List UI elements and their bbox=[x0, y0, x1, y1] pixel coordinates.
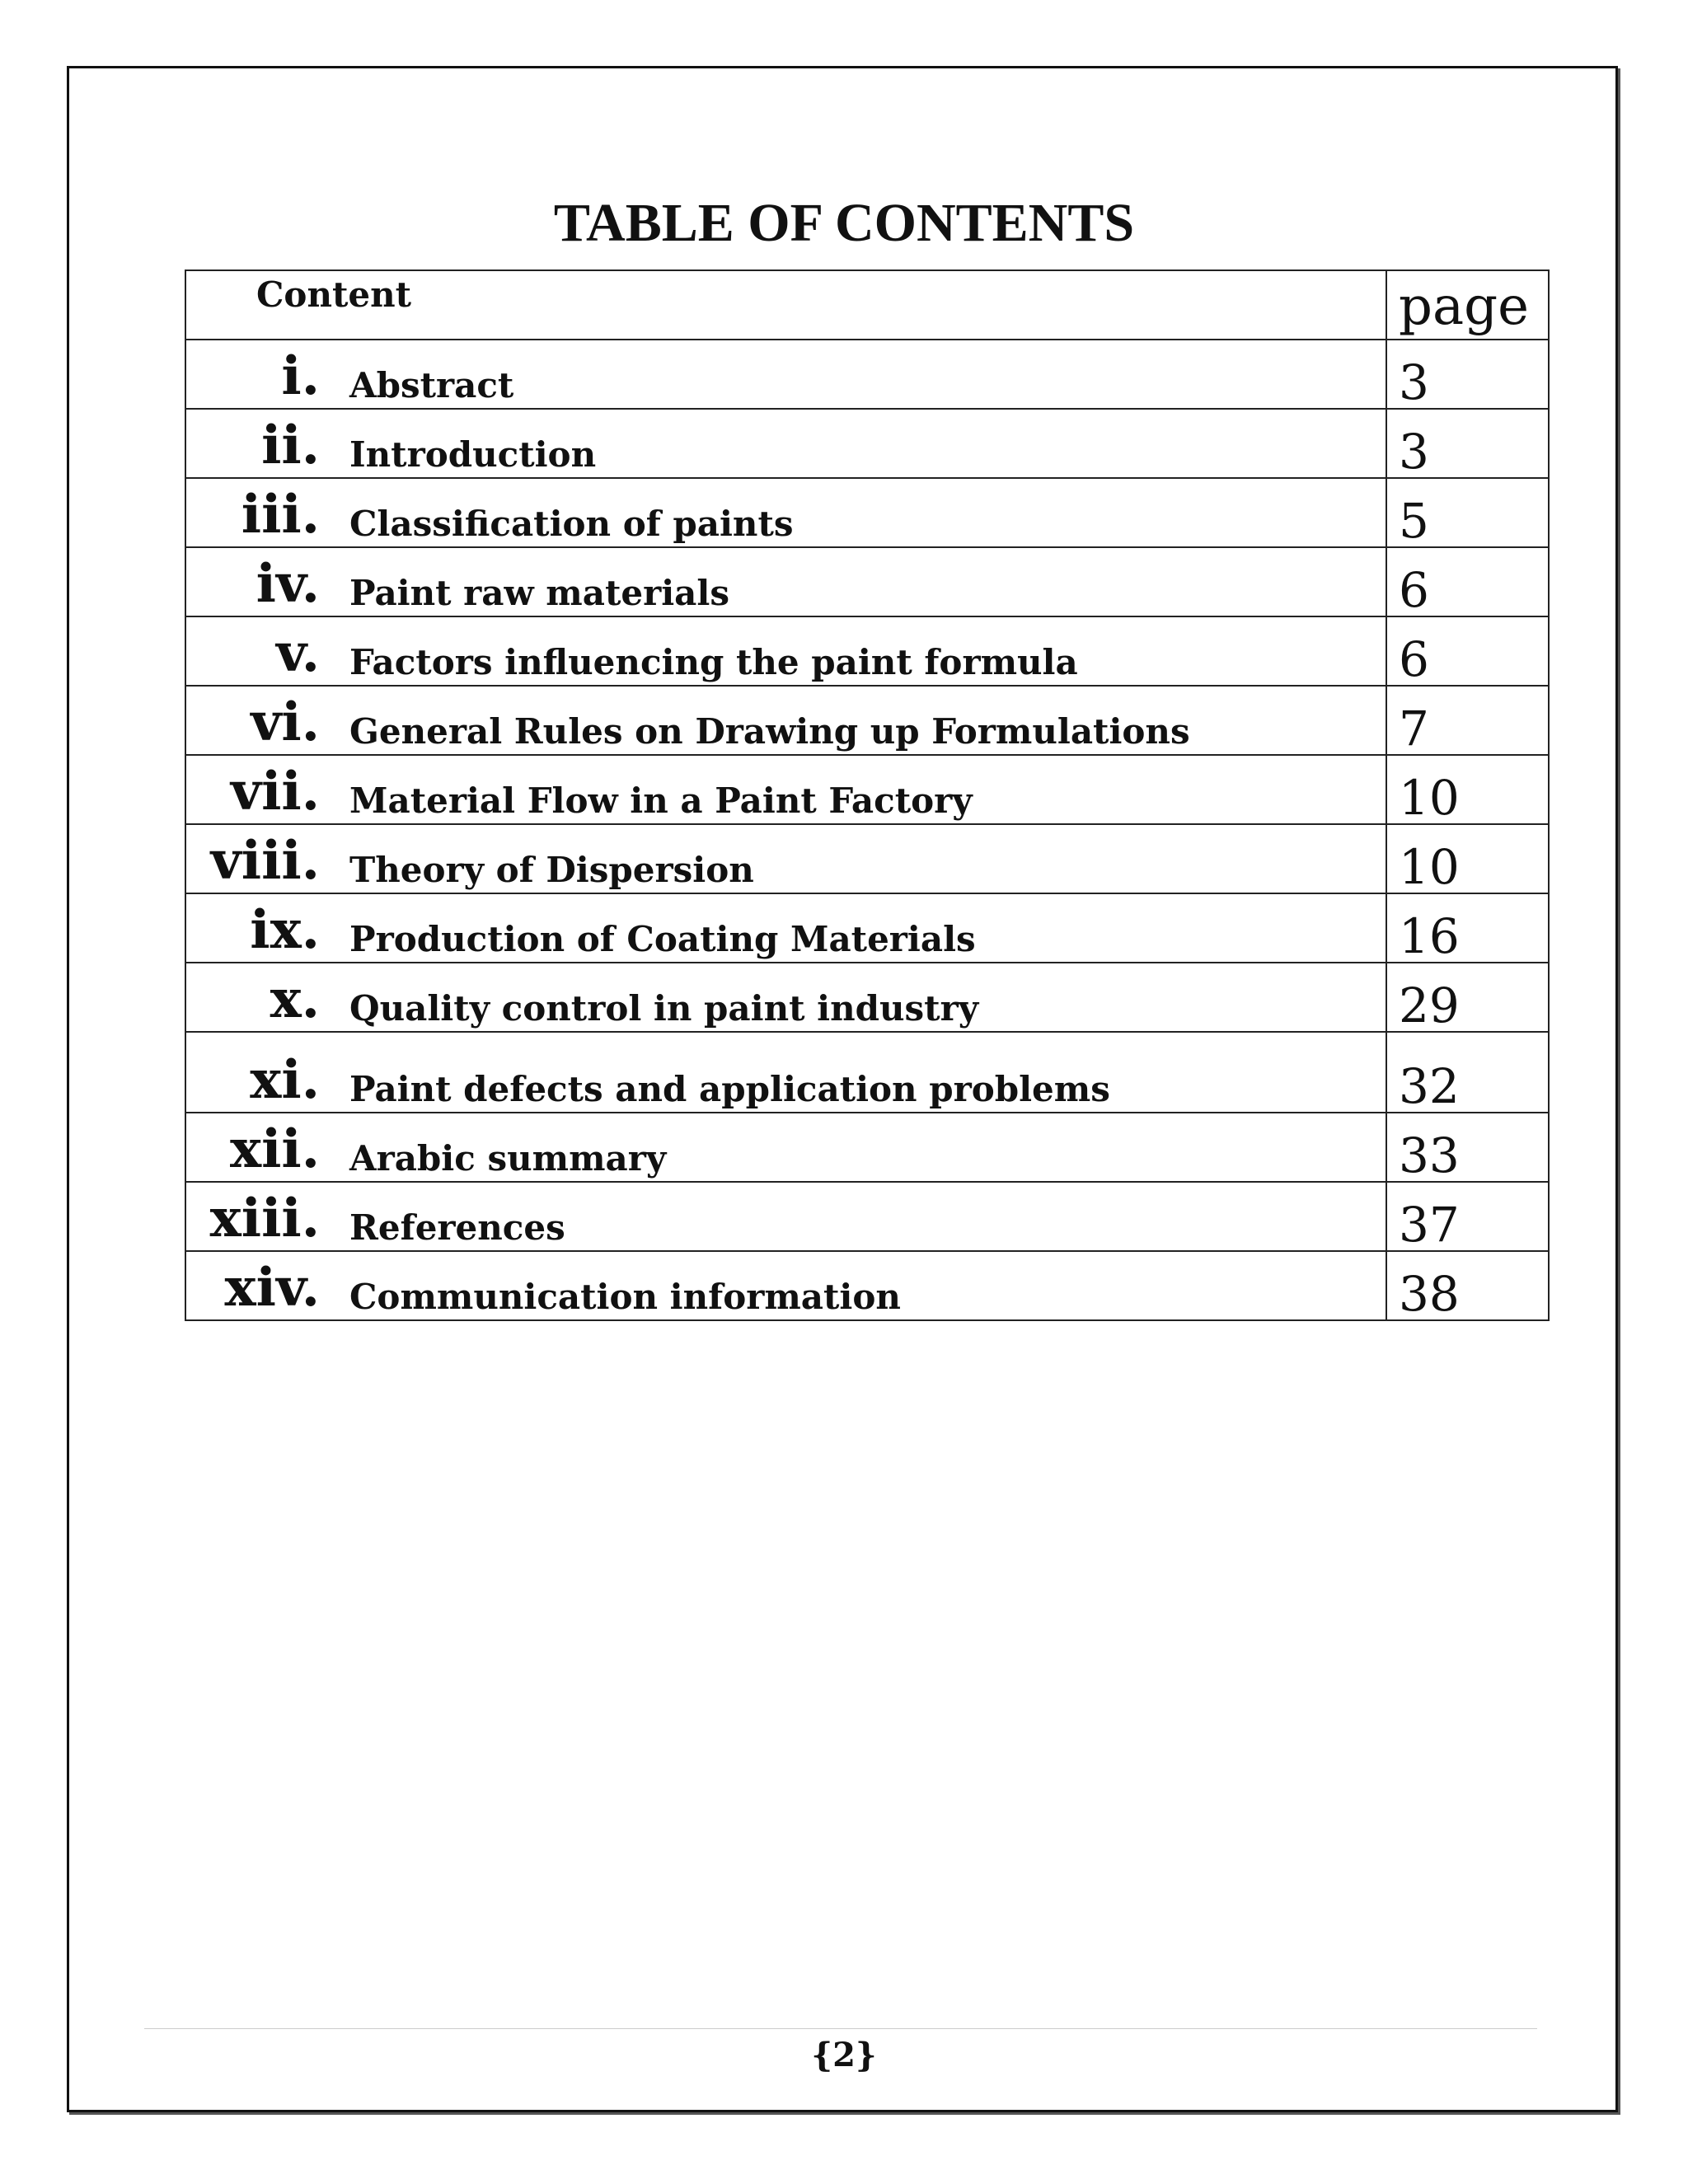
toc-row[interactable] bbox=[185, 686, 1549, 755]
toc-row[interactable] bbox=[185, 824, 1549, 893]
toc-row-page: 10 bbox=[1386, 824, 1549, 893]
toc-row-label[interactable]: Classification of paints bbox=[349, 504, 794, 544]
toc-row[interactable] bbox=[185, 963, 1549, 1032]
toc-row-label[interactable]: General Rules on Drawing up Formulations bbox=[349, 711, 1190, 752]
toc-row[interactable] bbox=[185, 616, 1549, 686]
toc-row[interactable] bbox=[185, 1182, 1549, 1251]
page-title: TABLE OF CONTENTS bbox=[553, 193, 1135, 253]
toc-row-numeral: vii. bbox=[230, 761, 320, 823]
toc-row-numeral: vi. bbox=[251, 691, 320, 753]
toc-row-label[interactable]: Paint raw materials bbox=[349, 573, 729, 613]
toc-row[interactable] bbox=[185, 755, 1549, 824]
toc-row-label[interactable]: Quality control in paint industry bbox=[349, 988, 979, 1029]
toc-row[interactable] bbox=[185, 1251, 1549, 1320]
toc-row[interactable] bbox=[185, 478, 1549, 547]
toc-row-numeral: iv. bbox=[256, 553, 320, 615]
toc-row[interactable] bbox=[185, 340, 1549, 409]
toc-row-numeral: xiv. bbox=[224, 1257, 320, 1319]
toc-row-page: 3 bbox=[1386, 409, 1549, 478]
page-number: {2} bbox=[811, 2036, 877, 2074]
toc-row-numeral: iii. bbox=[241, 484, 320, 546]
toc-row[interactable] bbox=[185, 547, 1549, 616]
toc-row-page: 6 bbox=[1386, 616, 1549, 686]
toc-row[interactable] bbox=[185, 893, 1549, 963]
toc-row-page: 29 bbox=[1386, 963, 1549, 1032]
toc-row-label[interactable]: Communication information bbox=[349, 1277, 901, 1317]
toc-row[interactable] bbox=[185, 1032, 1549, 1113]
toc-row-label[interactable]: Arabic summary bbox=[349, 1138, 667, 1179]
toc-row-numeral: ii. bbox=[261, 415, 320, 476]
toc-row-page: 6 bbox=[1386, 547, 1549, 616]
toc-row-page: 38 bbox=[1386, 1251, 1549, 1320]
toc-row-numeral: x. bbox=[270, 968, 320, 1030]
toc-row-numeral: i. bbox=[281, 345, 320, 407]
toc-row-label[interactable]: Introduction bbox=[349, 434, 597, 475]
toc-row[interactable] bbox=[185, 1113, 1549, 1182]
toc-row-page: 3 bbox=[1386, 340, 1549, 409]
toc-header-row bbox=[185, 270, 1549, 340]
footer-divider bbox=[144, 2028, 1537, 2029]
toc-row-numeral: xiii. bbox=[209, 1188, 320, 1249]
toc-row-label[interactable]: Factors influencing the paint formula bbox=[349, 642, 1078, 682]
toc-row-page: 10 bbox=[1386, 755, 1549, 824]
toc-row-page: 7 bbox=[1386, 686, 1549, 755]
toc-row-numeral: xii. bbox=[229, 1118, 320, 1180]
table-of-contents bbox=[185, 269, 1550, 1321]
toc-row-label[interactable]: Material Flow in a Paint Factory bbox=[349, 780, 973, 821]
toc-row-label[interactable]: Theory of Dispersion bbox=[349, 850, 754, 890]
page-column-header: page bbox=[1386, 270, 1549, 340]
toc-row-numeral: viii. bbox=[210, 830, 320, 892]
toc-row-page: 16 bbox=[1386, 893, 1549, 963]
toc-row-page: 5 bbox=[1386, 478, 1549, 547]
toc-row-label[interactable]: Paint defects and application problems bbox=[349, 1069, 1110, 1109]
toc-row-page: 33 bbox=[1386, 1113, 1549, 1182]
toc-row-numeral: v. bbox=[275, 622, 320, 684]
toc-row-page: 37 bbox=[1386, 1182, 1549, 1251]
toc-row-label[interactable]: Abstract bbox=[349, 365, 514, 405]
toc-row-label[interactable]: Production of Coating Materials bbox=[349, 919, 976, 959]
toc-row[interactable] bbox=[185, 409, 1549, 478]
toc-row-page: 32 bbox=[1386, 1032, 1549, 1113]
toc-row-label[interactable]: References bbox=[349, 1207, 565, 1248]
toc-row-numeral: xi. bbox=[250, 1049, 320, 1111]
toc-row-numeral: ix. bbox=[250, 899, 320, 961]
content-column-header: Content bbox=[185, 270, 1386, 340]
